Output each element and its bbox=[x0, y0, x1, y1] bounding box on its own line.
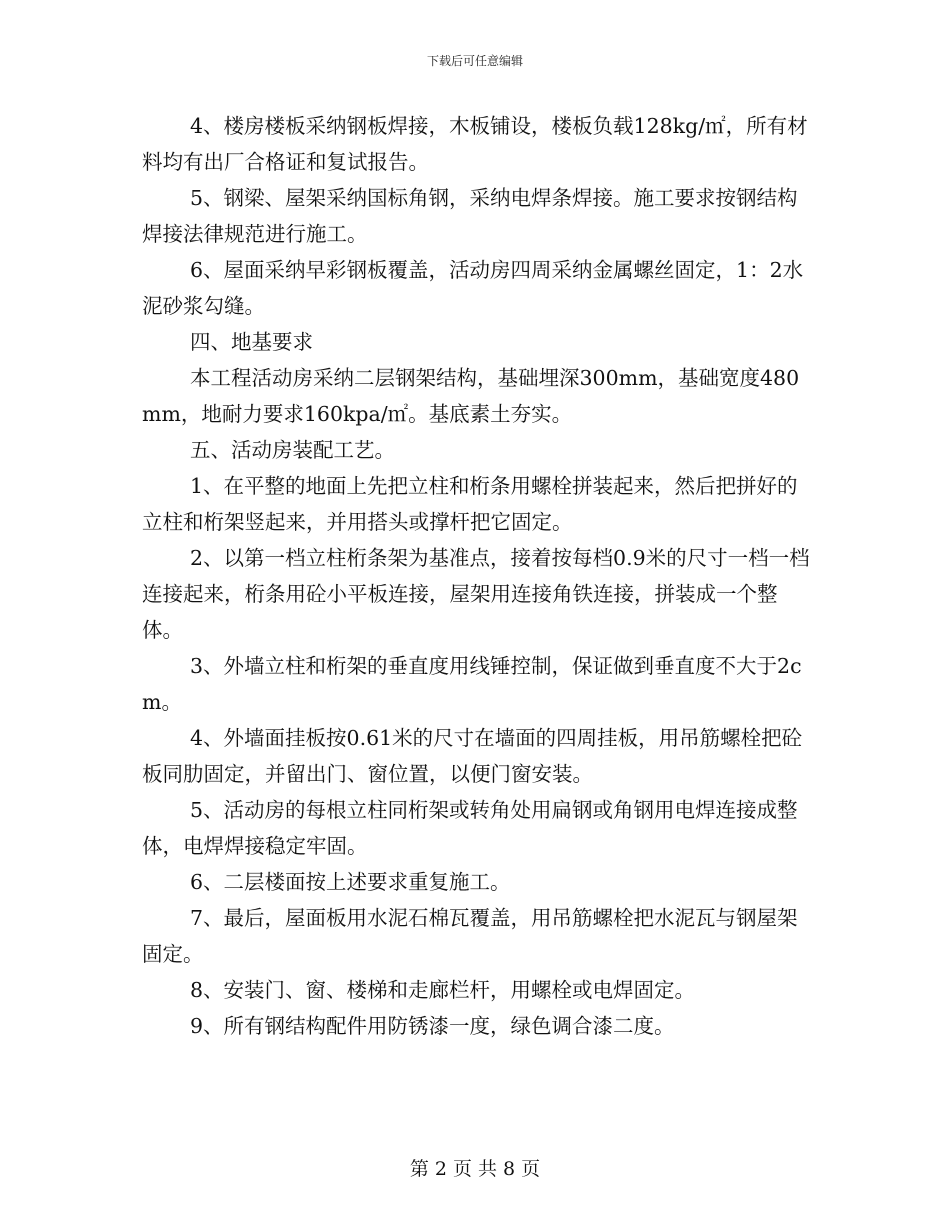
paragraph-assembly-8: 8、安装门、窗、楼梯和走廊栏杆，用螺栓或电焊固定。 bbox=[190, 978, 696, 1002]
paragraph-roof: 6、屋面采纳早彩钢板覆盖，活动房四周采纳金属螺丝固定，1：2水泥砂浆勾缝。 bbox=[142, 258, 804, 318]
section-heading-foundation: 四、地基要求 bbox=[190, 330, 313, 354]
paragraph-steel-beam: 5、钢梁、屋架采纳国标角钢，采纳电焊条焊接。施工要求按钢结构焊接法律规范进行施工。 bbox=[142, 186, 798, 246]
document-body bbox=[142, 108, 812, 1044]
paragraph-assembly-5: 5、活动房的每根立柱同桁架或转角处用扁钢或角钢用电焊连接成整体，电焊焊接稳定牢固。 bbox=[142, 798, 798, 858]
paragraph-assembly-4: 4、外墙面挂板按0.61米的尺寸在墙面的四周挂板，用吊筋螺栓把砼板同肋固定，并留出门、窗位置，以便门窗安装。 bbox=[142, 726, 803, 786]
paragraph-assembly-1: 1、在平整的地面上先把立柱和桁条用螺栓拼装起来，然后把拼好的立柱和桁架竖起来，并用搭头或撑杆把它固定。 bbox=[142, 474, 798, 534]
paragraph-foundation: 本工程活动房采纳二层钢架结构，基础埋深300mm，基础宽度480mm，地耐力要求160kpa/㎡。基底素土夯实。 bbox=[142, 366, 800, 426]
paragraph-assembly-6: 6、二层楼面按上述要求重复施工。 bbox=[190, 870, 511, 894]
paragraph-floor-slab: 4、楼房楼板采纳钢板焊接，木板铺设，楼板负载128kg/㎡，所有材料均有出厂合格证和复试报告。 bbox=[142, 114, 808, 174]
paragraph-assembly-2: 2、以第一档立柱桁条架为基准点，接着按每档0.9米的尺寸一档一档连接起来，桁条用砼小平板连接，屋架用连接角铁连接，拼装成一个整体。 bbox=[142, 546, 810, 642]
paragraph-assembly-9: 9、所有钢结构配件用防锈漆一度，绿色调合漆二度。 bbox=[190, 1014, 675, 1038]
page-number: 第 2 页 共 8 页 bbox=[409, 1158, 541, 1180]
paragraph-assembly-3: 3、外墙立柱和桁架的垂直度用线锤控制，保证做到垂直度不大于2cm。 bbox=[142, 654, 802, 714]
page-header: 下载后可任意编辑 bbox=[426, 54, 523, 68]
section-heading-assembly: 五、活动房装配工艺。 bbox=[190, 438, 395, 462]
paragraph-assembly-7: 7、最后，屋面板用水泥石棉瓦覆盖，用吊筋螺栓把水泥瓦与钢屋架固定。 bbox=[142, 906, 798, 966]
